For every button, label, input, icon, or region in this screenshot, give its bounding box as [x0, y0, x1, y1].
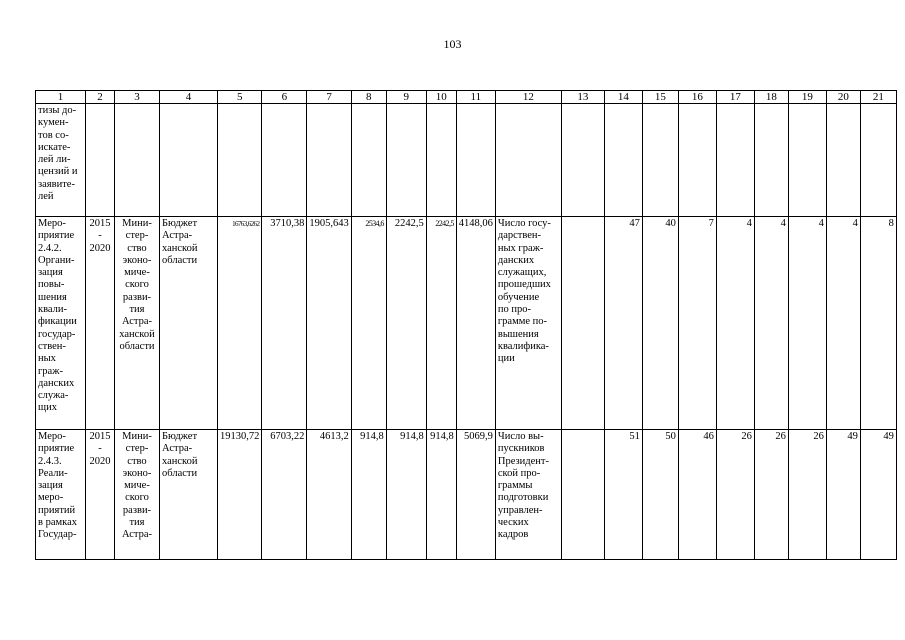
year-2017-amount-cell [351, 104, 386, 217]
funding-source-cell: Бюджет Астра- ханской области [160, 217, 218, 430]
year-2017-amount-cell: 914,8 [351, 430, 386, 560]
indicator-value-cell: 51 [604, 430, 642, 560]
indicator-value-cell: 4 [788, 217, 826, 430]
indicator-value-cell [642, 104, 678, 217]
year-2019-amount-cell: 2242,5 [426, 217, 456, 430]
year-2020-amount-cell: 5069,9 [456, 430, 495, 560]
column-number-16: 16 [678, 91, 716, 104]
column-number-3: 3 [115, 91, 160, 104]
indicator-unit-cell [561, 104, 604, 217]
year-2017-amount-cell: 2534,6 [351, 217, 386, 430]
indicator-value-cell [860, 104, 896, 217]
indicator-unit-cell [561, 430, 604, 560]
column-number-11: 11 [456, 91, 495, 104]
indicator-value-cell [754, 104, 788, 217]
column-number-14: 14 [604, 91, 642, 104]
indicator-value-cell: 7 [678, 217, 716, 430]
year-2015-amount-cell: 3710,38 [262, 217, 307, 430]
indicator-value-cell [716, 104, 754, 217]
activity-name-cell: Меро- приятие 2.4.3. Реали- зация меро- приятий в рамках Государ- [36, 430, 86, 560]
total-amount-cell [218, 104, 262, 217]
funding-source-cell: Бюджет Астра- ханской области [160, 430, 218, 560]
column-number-20: 20 [826, 91, 860, 104]
indicator-value-cell: 40 [642, 217, 678, 430]
indicator-value-cell: 4 [754, 217, 788, 430]
indicator-value-cell: 26 [788, 430, 826, 560]
indicator-value-cell [678, 104, 716, 217]
column-number-17: 17 [716, 91, 754, 104]
indicator-value-cell: 8 [860, 217, 896, 430]
year-2018-amount-cell: 2242,5 [386, 217, 426, 430]
year-2015-amount-cell [262, 104, 307, 217]
period-cell [86, 104, 115, 217]
indicator-value-cell [604, 104, 642, 217]
indicator-name-cell [495, 104, 561, 217]
program-activities-table [35, 90, 897, 560]
column-number-13: 13 [561, 91, 604, 104]
indicator-name-cell: Число госу- дарствен- ных граж- данских служащих, прошедших обучение по про- грамме по- вышения квалифика- ции [495, 217, 561, 430]
indicator-name-cell: Число вы- пускников Президент- ской про- граммы подготовки управлен- ческих кадров [495, 430, 561, 560]
activity-name-cell: тизы до- кумен- тов со- искате- лей ли- цензий и заявите- лей [36, 104, 86, 217]
column-number-5: 5 [218, 91, 262, 104]
column-number-4: 4 [160, 91, 218, 104]
year-2019-amount-cell: 914,8 [426, 430, 456, 560]
period-cell: 2015 - 2020 [86, 217, 115, 430]
column-number-8: 8 [351, 91, 386, 104]
indicator-value-cell: 46 [678, 430, 716, 560]
executor-cell [115, 104, 160, 217]
column-number-12: 12 [495, 91, 561, 104]
year-2015-amount-cell: 6703,22 [262, 430, 307, 560]
column-number-6: 6 [262, 91, 307, 104]
year-2019-amount-cell [426, 104, 456, 217]
activity-name-cell: Меро- приятие 2.4.2. Органи- зация повы- шения квали- фикации государ- ствен- ных граж- данских служа- щих [36, 217, 86, 430]
total-amount-cell: 16763,6262 [218, 217, 262, 430]
indicator-value-cell: 4 [826, 217, 860, 430]
table-row [36, 104, 897, 217]
funding-source-cell [160, 104, 218, 217]
column-number-15: 15 [642, 91, 678, 104]
year-2020-amount-cell [456, 104, 495, 217]
indicator-value-cell: 4 [716, 217, 754, 430]
column-number-7: 7 [307, 91, 351, 104]
table-row [36, 430, 897, 560]
indicator-value-cell: 26 [716, 430, 754, 560]
indicator-value-cell: 49 [826, 430, 860, 560]
column-number-18: 18 [754, 91, 788, 104]
year-2020-amount-cell: 4148,06 [456, 217, 495, 430]
executor-cell: Мини- стер- ство эконо- миче- ского разви- тия Астра- [115, 430, 160, 560]
indicator-value-cell: 50 [642, 430, 678, 560]
year-2018-amount-cell: 914,8 [386, 430, 426, 560]
period-cell: 2015 - 2020 [86, 430, 115, 560]
year-2016-amount-cell: 1905,643 [307, 217, 351, 430]
table-row [36, 217, 897, 430]
indicator-value-cell: 49 [860, 430, 896, 560]
indicator-value-cell: 47 [604, 217, 642, 430]
column-number-1: 1 [36, 91, 86, 104]
year-2016-amount-cell [307, 104, 351, 217]
indicator-value-cell [826, 104, 860, 217]
indicator-value-cell [788, 104, 826, 217]
page-number: 103 [443, 37, 462, 51]
column-number-2: 2 [86, 91, 115, 104]
indicator-value-cell: 26 [754, 430, 788, 560]
column-number-9: 9 [386, 91, 426, 104]
total-amount-cell: 19130,72 [218, 430, 262, 560]
year-2018-amount-cell [386, 104, 426, 217]
column-number-10: 10 [426, 91, 456, 104]
column-number-19: 19 [788, 91, 826, 104]
indicator-unit-cell [561, 217, 604, 430]
year-2016-amount-cell: 4613,2 [307, 430, 351, 560]
column-number-21: 21 [860, 91, 896, 104]
executor-cell: Мини- стер- ство эконо- миче- ского разви- тия Астра- ханской области [115, 217, 160, 430]
column-number-row [36, 91, 897, 104]
